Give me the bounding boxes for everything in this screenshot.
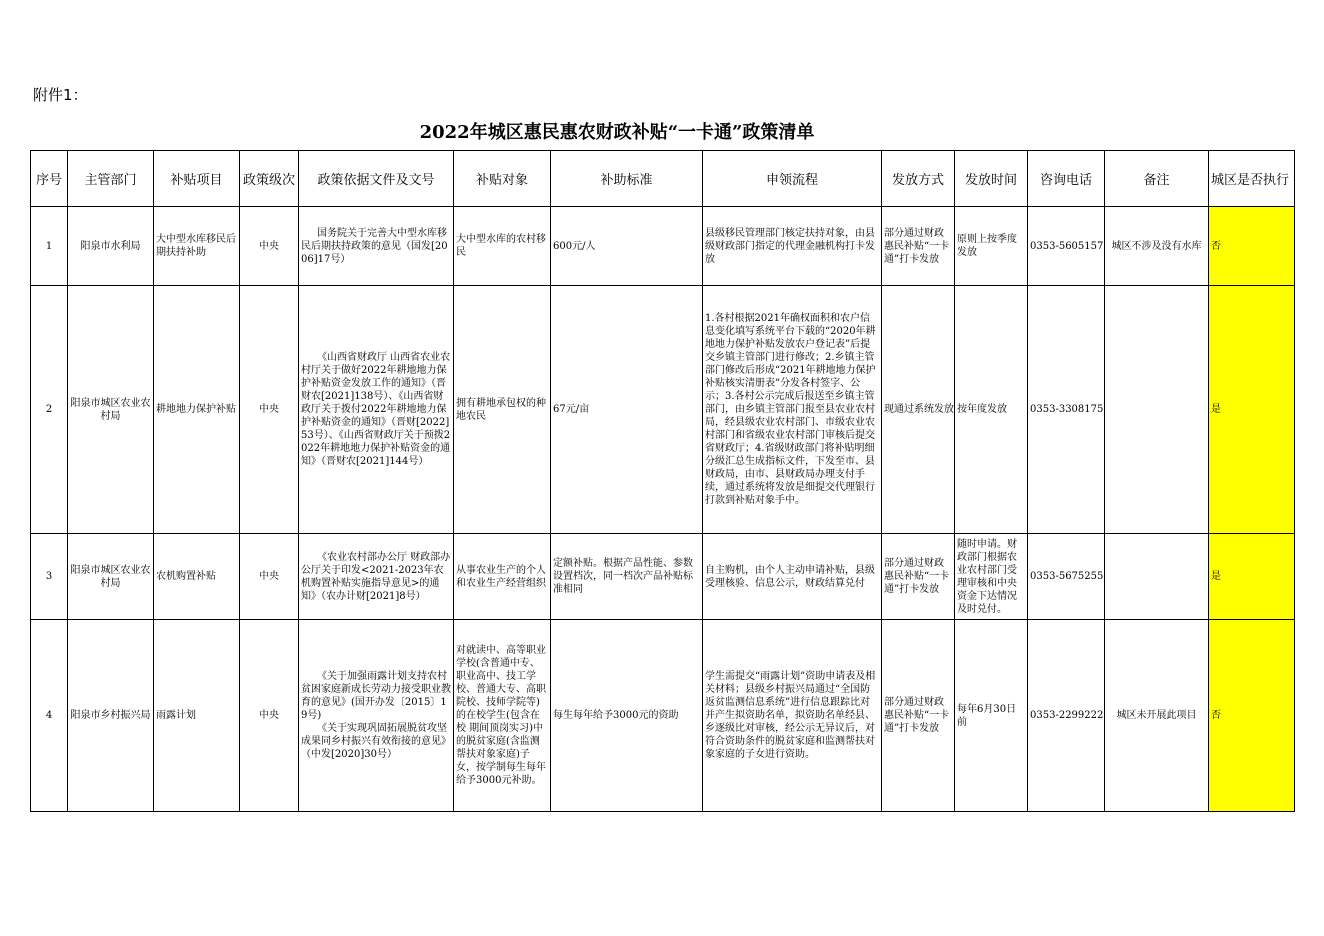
table-row [31, 207, 1295, 286]
cell-note [1105, 534, 1209, 620]
header-cell: 备注 [1105, 151, 1209, 207]
cell-process: 1.各村根据2021年确权面积和农户信息变化填写系统平台下载的“2020年耕地地力保护补贴发放农户登记表”后提交乡镇主管部门进行修改；2.乡镇主管部门修改后形成“2021年耕地地力保护补贴核实清册表”分发各村签字、公示；3.各村公示完成后报送至乡镇主管部门，由乡镇主管部门报至县农业农村局，经县级农业农村部门、市级农业农村部门和省级农业农村部门审核后提交省财政厅；4.省级财政部门将补贴明细分级汇总生成指标文件，下发至市、县财政局，由市、县财政局办理支付手续，通过系统将发放是细提交代理银行打款到补贴对象手中。 [703, 286, 882, 534]
cell-exec: 否 [1209, 620, 1295, 812]
cell-time: 原则上按季度发放 [955, 207, 1028, 286]
cell-time: 每年6月30日前 [955, 620, 1028, 812]
table-row [31, 620, 1295, 812]
header-cell: 序号 [31, 151, 68, 207]
cell-exec: 否 [1209, 207, 1295, 286]
cell-target: 对就读中、高等职业学校(含普通中专、职业高中、技工学 校、普通大专、高职院校、技师学院等) 的在校学生(包含在校 期间顶岗实习)中的脱贫家庭(含监测帮扶对象家庭)子女，按学制每生每年给予3000元补助。 [454, 620, 551, 812]
cell-no: 1 [31, 207, 68, 286]
cell-method: 部分通过财政惠民补贴“一卡通”打卡发放 [882, 620, 955, 812]
header-cell: 发放方式 [882, 151, 955, 207]
header-cell: 发放时间 [955, 151, 1028, 207]
cell-method: 现通过系统发放 [882, 286, 955, 534]
cell-project: 雨露计划 [154, 620, 240, 812]
cell-phone: 0353-5675255 [1028, 534, 1105, 620]
cell-basis [299, 620, 454, 812]
cell-target: 从事农业生产的个人和农业生产经营组织 [454, 534, 551, 620]
cell-basis: 《农业农村部办公厅 财政部办公厅关于印发<2021-2023年农机购置补贴实施指导意见>的通知》（农办计财[2021]8号） [299, 534, 454, 620]
cell-standard: 67元/亩 [551, 286, 703, 534]
cell-note: 城区不涉及没有水库 [1105, 207, 1209, 286]
cell-dept: 阳泉市水利局 [68, 207, 154, 286]
cell-level: 中央 [240, 207, 299, 286]
attachment-label: 附件1： [33, 86, 88, 104]
cell-exec: 是 [1209, 286, 1295, 534]
header-cell: 城区是否执行 [1209, 151, 1295, 207]
basis-paragraph: 《关于实现巩固拓展脱贫攻坚成果同乡村振兴有效衔接的意见》（中发[2020]30号） [301, 723, 451, 760]
policy-table [30, 150, 1295, 812]
cell-dept: 阳泉市城区农业农村局 [68, 534, 154, 620]
cell-standard: 600元/人 [551, 207, 703, 286]
cell-standard: 每生每年给予3000元的资助 [551, 620, 703, 812]
cell-method: 部分通过财政惠民补贴“一卡通”打卡发放 [882, 534, 955, 620]
cell-level: 中央 [240, 534, 299, 620]
cell-no: 4 [31, 620, 68, 812]
cell-project: 农机购置补贴 [154, 534, 240, 620]
cell-target: 拥有耕地承包权的种地农民 [454, 286, 551, 534]
cell-target: 大中型水库的农村移民 [454, 207, 551, 286]
cell-basis: 国务院关于完善大中型水库移民后期扶持政策的意见（国发[2006]17号） [299, 207, 454, 286]
document-title: 2022年城区惠民惠农财政补贴“一卡通”政策清单 [419, 122, 815, 143]
cell-no: 2 [31, 286, 68, 534]
cell-process: 县级移民管理部门核定扶持对象，由县级财政部门指定的代理金融机构打卡发放 [703, 207, 882, 286]
cell-process: 学生需提交“雨露计划”资助申请表及相关材料；县级乡村振兴局通过“全国防返贫监测信息系统”进行信息跟踪比对并产生拟资助名单，拟资助名单经县、乡逐级比对审核，经公示无异议后，对符合资助条件的脱贫家庭和监测帮扶对象家庭的子女进行资助。 [703, 620, 882, 812]
cell-exec: 是 [1209, 534, 1295, 620]
header-cell: 补贴对象 [454, 151, 551, 207]
cell-dept: 阳泉市城区农业农村局 [68, 286, 154, 534]
cell-standard: 定额补贴。根据产品性能、参数设置档次，同一档次产品补贴标准相同 [551, 534, 703, 620]
header-cell: 政策级次 [240, 151, 299, 207]
header-cell: 主管部门 [68, 151, 154, 207]
header-cell: 政策依据文件及文号 [299, 151, 454, 207]
header-cell: 补助标准 [551, 151, 703, 207]
cell-project: 大中型水库移民后期扶持补助 [154, 207, 240, 286]
cell-time: 按年度发放 [955, 286, 1028, 534]
basis-paragraph: 《关于加强雨露计划支持农村贫困家庭新成长劳动力接受职业教育的意见》(国开办发〔2015〕19号) [301, 671, 451, 721]
cell-no: 3 [31, 534, 68, 620]
cell-note [1105, 286, 1209, 534]
cell-project: 耕地地力保护补贴 [154, 286, 240, 534]
table-row [31, 534, 1295, 620]
cell-process: 自主购机，由个人主动申请补贴，县级受理核验、信息公示，财政结算兑付 [703, 534, 882, 620]
table-header-row [31, 151, 1295, 207]
cell-phone: 0353-5605157 [1028, 207, 1105, 286]
cell-method: 部分通过财政惠民补贴“一卡通”打卡发放 [882, 207, 955, 286]
cell-phone: 0353-2299222 [1028, 620, 1105, 812]
cell-level: 中央 [240, 286, 299, 534]
cell-time: 随时申请。财政部门根据农业农村部门受理审核和中央资金下达情况及时兑付。 [955, 534, 1028, 620]
header-cell: 申领流程 [703, 151, 882, 207]
header-cell: 补贴项目 [154, 151, 240, 207]
table-row [31, 286, 1295, 534]
header-cell: 咨询电话 [1028, 151, 1105, 207]
cell-dept: 阳泉市乡村振兴局 [68, 620, 154, 812]
cell-level: 中央 [240, 620, 299, 812]
cell-note: 城区未开展此项目 [1105, 620, 1209, 812]
cell-basis: 《山西省财政厅 山西省农业农村厅关于做好2022年耕地地力保护补贴资金发放工作的通知》（晋财农[2021]138号）、《山西省财政厅关于拨付2022年耕地地力保护补贴资金的通知》（晋财[2022]53号）、《山西省财政厅关于预拨2022年耕地地力保护补贴资金的通知》（晋财农[2021]144号） [299, 286, 454, 534]
cell-phone: 0353-3308175 [1028, 286, 1105, 534]
